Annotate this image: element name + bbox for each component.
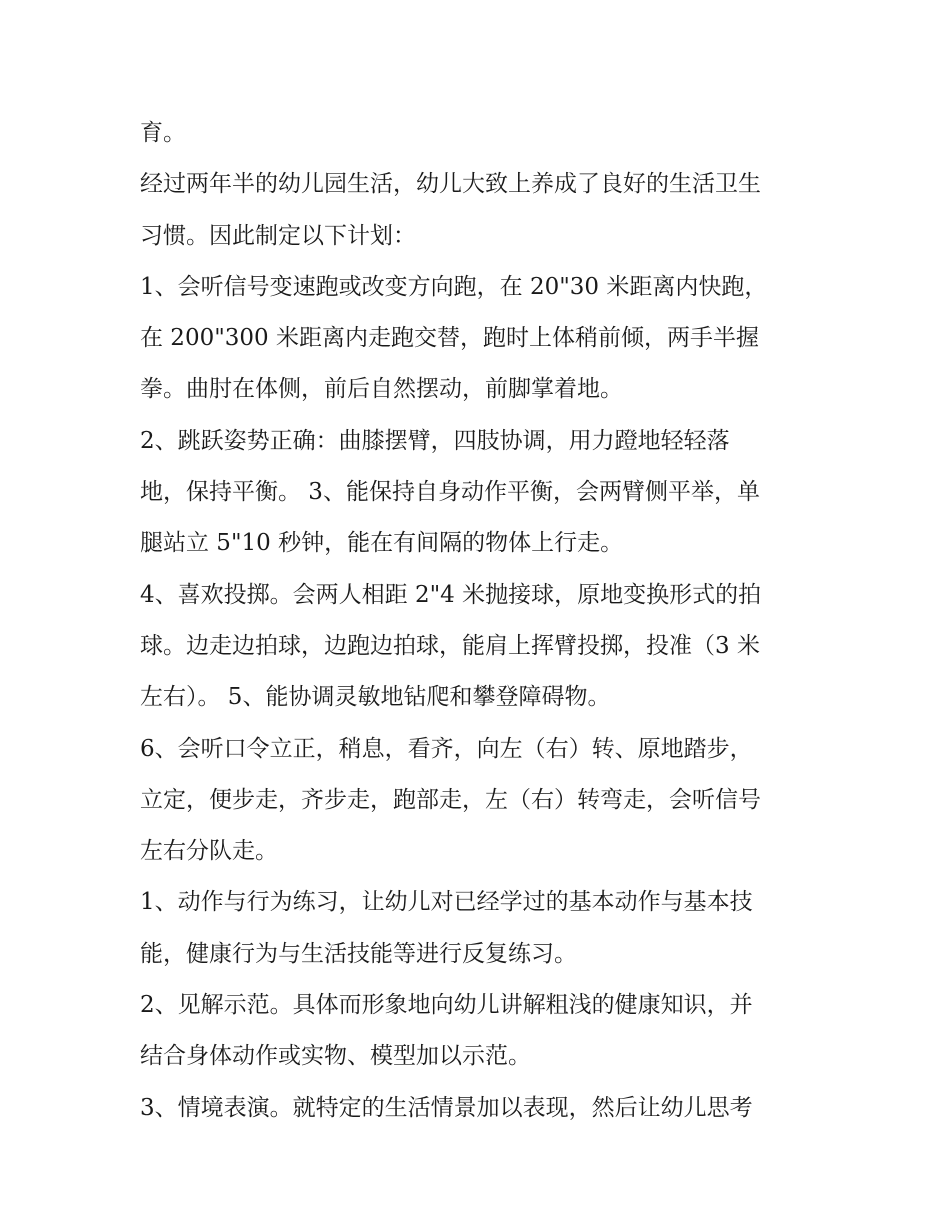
text-line: 能，健康行为与生活技能等进行反复练习。 <box>140 940 577 967</box>
text-line: 6、会听口令立正，稍息，看齐，向左（右）转、原地踏步， <box>140 735 753 762</box>
text-line: 左右）。 5、能协调灵敏地钻爬和攀登障碍物。 <box>140 684 611 711</box>
text-line: 2、跳跃姿势正确：曲膝摆臂，四肢协调，用力蹬地轻轻落 <box>140 427 730 454</box>
text-line: 球。边走边拍球，边跑边拍球，能肩上挥臂投掷，投准（3 米 <box>140 632 760 659</box>
paragraph-goal-4-5 <box>140 570 820 724</box>
paragraph-method-2 <box>140 980 820 1083</box>
text-line: 1、动作与行为练习，让幼儿对已经学过的基本动作与基本技 <box>140 889 753 916</box>
text-line: 3、情境表演。就特定的生活情景加以表现，然后让幼儿思考 <box>140 1094 753 1121</box>
paragraph-continuation <box>140 108 820 159</box>
text-line: 左右分队走。 <box>140 838 278 865</box>
paragraph-goal-1 <box>140 262 820 416</box>
text-line: 地，保持平衡。 3、能保持自身动作平衡，会两臂侧平举，单 <box>140 479 760 506</box>
text-line: 立定，便步走，齐步走，跑部走，左（右）转弯走，会听信号 <box>140 786 761 813</box>
text-line: 结合身体动作或实物、模型加以示范。 <box>140 1043 531 1070</box>
text-line: 腿站立 5"10 秒钟，能在有间隔的物体上行走。 <box>140 530 624 557</box>
paragraph-goal-6 <box>140 724 820 878</box>
paragraph-intro <box>140 159 820 262</box>
text-line: 在 200"300 米距离内走跑交替，跑时上体稍前倾，两手半握 <box>140 325 760 352</box>
text-line: 经过两年半的幼儿园生活，幼儿大致上养成了良好的生活卫生 <box>140 171 761 198</box>
text-line: 习惯。因此制定以下计划： <box>140 222 416 249</box>
paragraph-method-1 <box>140 877 820 980</box>
text-line: 拳。曲肘在体侧，前后自然摆动，前脚掌着地。 <box>140 376 623 403</box>
text-line: 育。 <box>140 120 186 146</box>
text-line: 4、喜欢投掷。会两人相距 2"4 米抛接球，原地变换形式的拍 <box>140 581 762 608</box>
text-line: 2、见解示范。具体而形象地向幼儿讲解粗浅的健康知识，并 <box>140 992 753 1019</box>
paragraph-goal-2-3 <box>140 416 820 570</box>
text-line: 1、会听信号变速跑或改变方向跑，在 20"30 米距离内快跑， <box>140 273 768 300</box>
paragraph-method-3 <box>140 1083 820 1134</box>
document-page <box>140 108 820 1134</box>
